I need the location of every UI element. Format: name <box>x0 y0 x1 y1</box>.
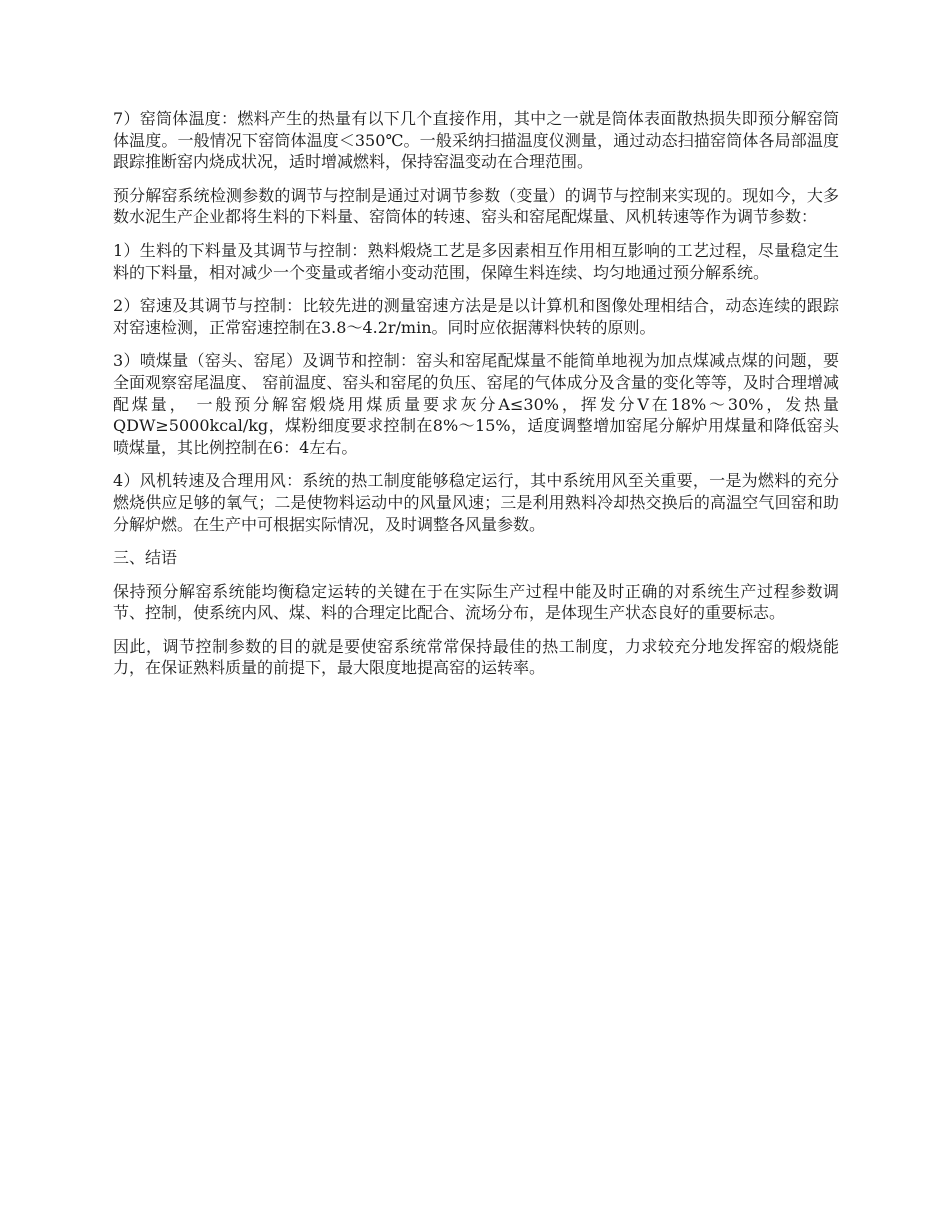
document-page <box>113 108 839 691</box>
paragraph-conclusion-key: 保持预分解窑系统能均衡稳定运转的关键在于在实际生产过程中能及时正确的对系统生产过程参数调节、控制，使系统内风、煤、料的合理定比配合、流场分布，是体现生产状态良好的重要标志。 <box>113 581 839 623</box>
paragraph-raw-meal-feed: 1）生料的下料量及其调节与控制：熟料煅烧工艺是多因素相互作用相互影响的工艺过程，尽量稳定生料的下料量，相对减少一个变量或者缩小变动范围，保障生料连续、均匀地通过预分解系统。 <box>113 240 839 282</box>
paragraph-kiln-speed: 2）窑速及其调节与控制：比较先进的测量窑速方法是是以计算机和图像处理相结合，动态连续的跟踪对窑速检测，正常窑速控制在3.8～4.2r/min。同时应依据薄料快转的原则。 <box>113 296 839 337</box>
paragraph-coal-injection: 3）喷煤量（窑头、窑尾）及调节和控制：窑头和窑尾配煤量不能简单地视为加点煤减点煤的问题，要全面观察窑尾温度、 窑前温度、窑头和窑尾的负压、窑尾的气体成分及含量的变化等等，及时合理增减配煤量， 一般预分解窑煅烧用煤质量要求灰分A≤30%，挥发分V在18%～30%，发热量QDW≥5000kcal/kg，煤粉细度要求控制在8%～15%，适度调整增加窑尾分解炉用煤量和降低窑头喷煤量，其比例控制在6：4左右。 <box>113 351 839 457</box>
section-heading-conclusion: 三、结语 <box>113 548 178 568</box>
paragraph-kiln-shell-temperature: 7）窑筒体温度：燃料产生的热量有以下几个直接作用，其中之一就是筒体表面散热损失即预分解窑筒体温度。一般情况下窑筒体温度＜350℃。一般采纳扫描温度仪测量，通过动态扫描窑筒体各局部温度跟踪推断窑内烧成状况，适时增减燃料，保持窑温变动在合理范围。 <box>113 109 839 172</box>
paragraph-control-parameters-intro: 预分解窑系统检测参数的调节与控制是通过对调节参数（变量）的调节与控制来实现的。现如今，大多数水泥生产企业都将生料的下料量、窑筒体的转速、窑头和窑尾配煤量、风机转速等作为调节参数： <box>113 185 839 227</box>
paragraph-fan-speed: 4）风机转速及合理用风：系统的热工制度能够稳定运行，其中系统用风至关重要，一是为燃料的充分燃烧供应足够的氧气；二是使物料运动中的风量风速；三是利用熟料冷却热交换后的高温空气回窑和助分解炉燃。在生产中可根据实际情况，及时调整各风量参数。 <box>113 471 839 534</box>
paragraph-conclusion-purpose: 因此，调节控制参数的目的就是要使窑系统常常保持最佳的热工制度，力求较充分地发挥窑的煅烧能力，在保证熟料质量的前提下，最大限度地提高窑的运转率。 <box>113 636 839 678</box>
